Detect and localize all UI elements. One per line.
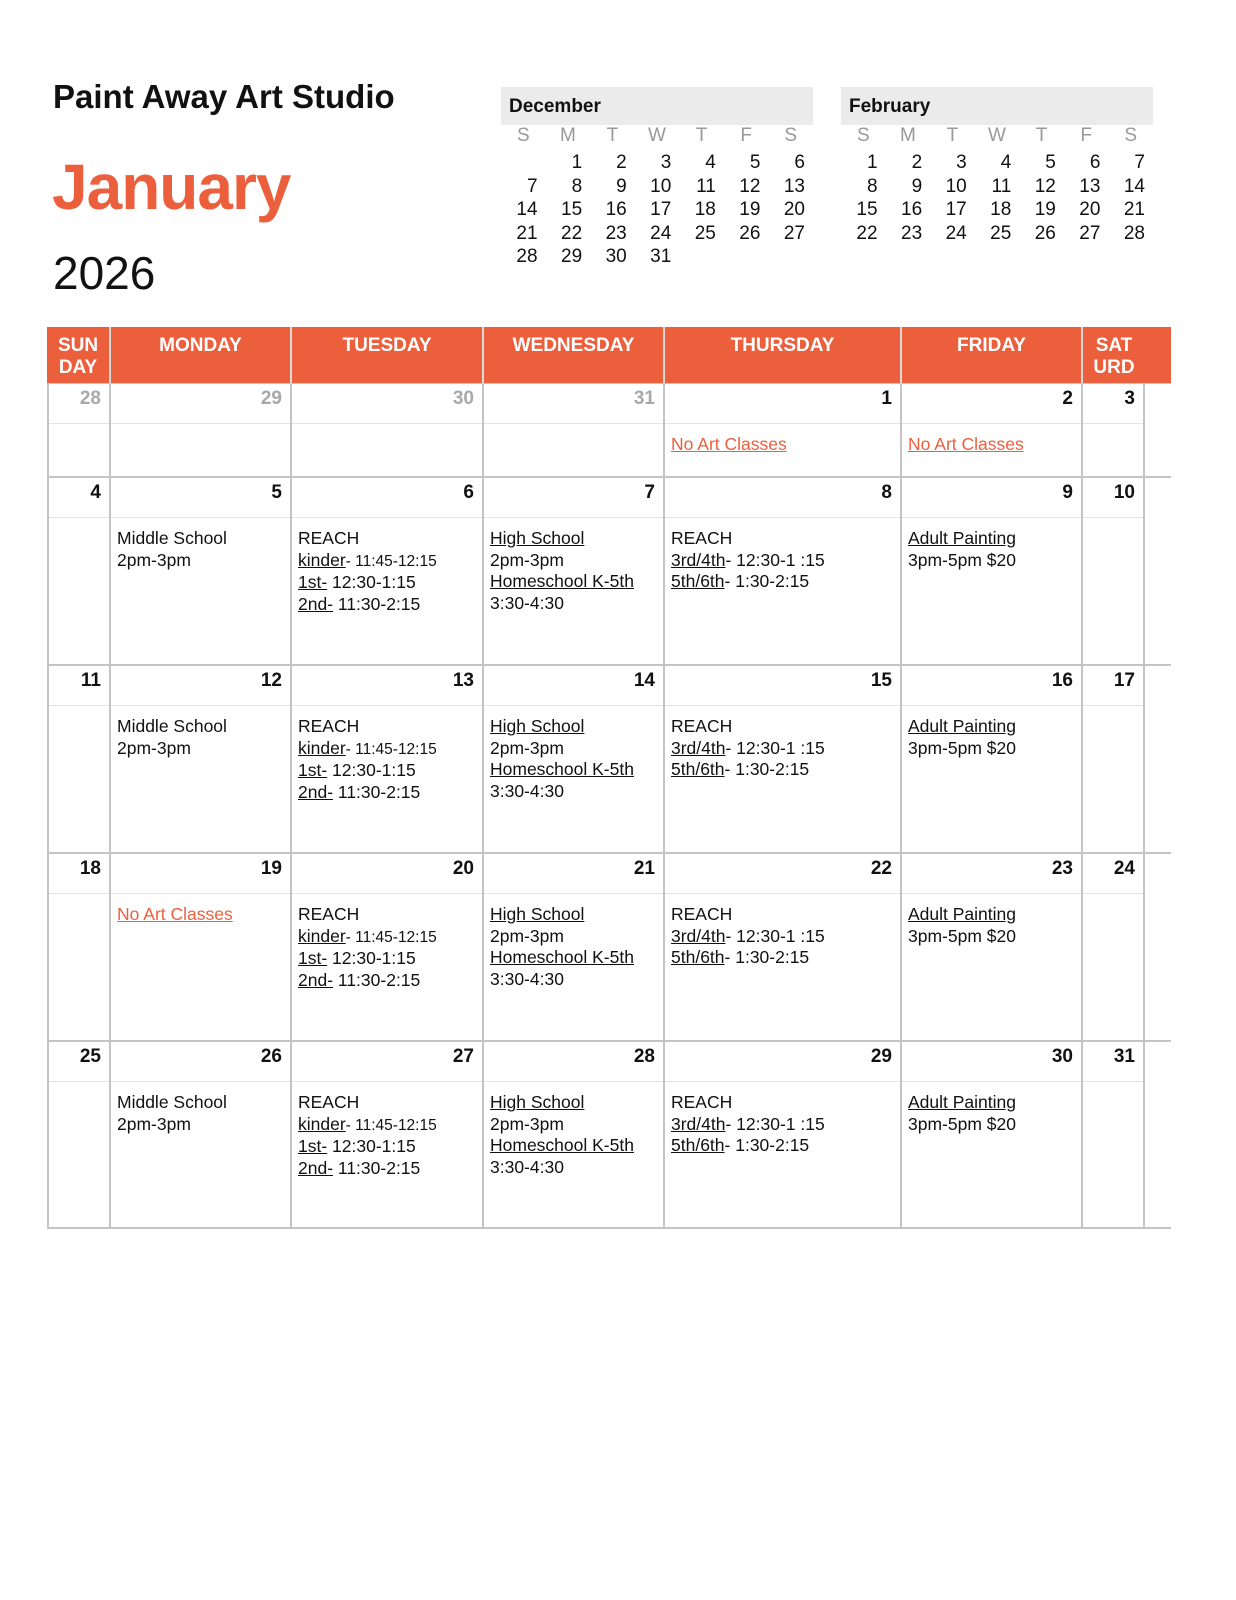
event-middle-school: [111, 518, 290, 571]
day-number: 26: [111, 1042, 290, 1082]
class-link[interactable]: Adult Painting: [908, 904, 1016, 924]
class-link[interactable]: High School: [490, 716, 585, 736]
day-number: 8: [665, 478, 900, 518]
mini-day: 2: [911, 152, 923, 173]
mini-weekday: T: [946, 125, 959, 146]
mini-day: 31: [650, 246, 672, 267]
day-cell[interactable]: [1083, 478, 1145, 664]
mini-calendar-december: [501, 87, 813, 269]
mini-weekday: W: [988, 125, 1006, 146]
mini-day: 4: [705, 152, 716, 173]
event-title: REACH: [671, 716, 733, 736]
mini-day: 3: [660, 152, 672, 173]
mini-day: 23: [605, 222, 627, 244]
mini-day: 30: [605, 246, 627, 267]
class-link[interactable]: kinder: [298, 549, 346, 570]
class-link[interactable]: 5th/6th: [671, 947, 725, 967]
class-time: 12:30-1:15: [327, 948, 416, 968]
mini-day: 18: [694, 199, 716, 220]
event-time: 2pm-3pm: [490, 1113, 564, 1134]
event-adult-painting: [902, 518, 1081, 571]
class-time: - 1:30-2:15: [724, 571, 810, 591]
day-cell[interactable]: [292, 666, 484, 852]
event-reach: [665, 706, 900, 781]
class-time: - 11:45-12:15: [345, 928, 437, 946]
event-time: 3:30-4:30: [490, 780, 564, 801]
event-title: REACH: [298, 528, 360, 548]
day-number: 14: [484, 666, 663, 706]
day-number: 29: [665, 1042, 900, 1082]
day-cell[interactable]: [902, 666, 1083, 852]
no-classes-link[interactable]: No Art Classes: [908, 434, 1024, 454]
event-high-school: [484, 518, 663, 614]
class-time: 12:30-1:15: [327, 760, 416, 780]
day-cell[interactable]: [665, 854, 902, 1040]
mini-day: 22: [856, 222, 878, 244]
day-number: 18: [49, 854, 109, 894]
mini-day: 7: [526, 175, 538, 197]
event-high-school: [484, 706, 663, 802]
event-title: REACH: [671, 1092, 733, 1112]
day-cell[interactable]: [484, 666, 665, 852]
day-cell[interactable]: [1083, 854, 1145, 1040]
day-number: 16: [902, 666, 1081, 706]
mini-day: 28: [1123, 222, 1145, 244]
mini-day: 3: [956, 152, 967, 173]
class-link[interactable]: 1st-: [298, 760, 328, 780]
event-high-school: [484, 1082, 663, 1178]
class-time: 11:30-2:15: [333, 593, 421, 614]
weekday-sunday: SUN DAY: [47, 327, 111, 383]
mini-day: 5: [749, 152, 761, 173]
day-number: 20: [292, 854, 482, 894]
mini-day: 20: [1079, 199, 1101, 220]
mini-weekday: M: [899, 125, 916, 146]
day-number: 21: [484, 854, 663, 894]
event-adult-painting: [902, 1082, 1081, 1135]
class-link[interactable]: High School: [490, 528, 585, 548]
event-reach: [665, 894, 900, 969]
studio-name: Paint Away Art Studio: [53, 78, 395, 115]
week-row: [47, 852, 1171, 1040]
day-number: 1: [665, 384, 900, 424]
class-link[interactable]: kinder: [298, 925, 346, 946]
class-link[interactable]: 1st-: [298, 572, 328, 592]
mini-weekday: S: [1124, 125, 1138, 146]
class-link[interactable]: 3rd/4th: [671, 737, 726, 758]
event-time: 2pm-3pm: [117, 1113, 191, 1134]
day-cell[interactable]: [292, 478, 484, 664]
mini-day: 25: [990, 222, 1012, 244]
class-time: - 12:30-1 :15: [725, 1113, 825, 1134]
class-link[interactable]: kinder: [298, 1113, 346, 1134]
mini-day: 1: [866, 152, 878, 173]
day-cell[interactable]: [484, 854, 665, 1040]
mini-weekday: W: [648, 125, 666, 146]
mini-day: 18: [990, 199, 1012, 220]
mini-weekday: S: [516, 125, 530, 146]
class-time: - 11:45-12:15: [345, 740, 437, 758]
day-number: 24: [1083, 854, 1143, 894]
day-number: 27: [292, 1042, 482, 1082]
event-high-school: [484, 894, 663, 990]
mini-day: 8: [571, 175, 583, 197]
day-cell[interactable]: [902, 478, 1083, 664]
day-cell[interactable]: [665, 1042, 902, 1227]
mini-day: 12: [1034, 175, 1056, 197]
day-number: 19: [111, 854, 290, 894]
day-cell[interactable]: [484, 1042, 665, 1227]
week-row: [47, 476, 1171, 664]
event-time: 2pm-3pm: [490, 925, 564, 946]
mini-day: 6: [794, 152, 805, 173]
class-link[interactable]: 5th/6th: [671, 571, 725, 591]
class-link[interactable]: Adult Painting: [908, 716, 1016, 736]
event-time: 3pm-5pm $20: [908, 549, 1016, 570]
mini-days-grid: [501, 151, 813, 269]
event-title: REACH: [298, 716, 360, 736]
day-cell[interactable]: [484, 478, 665, 664]
mini-day: 1: [571, 152, 583, 173]
event-time: 2pm-3pm: [490, 737, 564, 758]
event-time: 3pm-5pm $20: [908, 925, 1016, 946]
event-time: 2pm-3pm: [117, 737, 191, 758]
class-link[interactable]: Homeschool K-5th: [490, 1135, 634, 1155]
mini-day: 13: [1079, 175, 1101, 197]
class-link[interactable]: 2nd-: [298, 1157, 334, 1178]
day-cell[interactable]: [292, 384, 484, 476]
event-time: 3:30-4:30: [490, 1156, 564, 1177]
day-cell[interactable]: [902, 384, 1083, 476]
week-row: [47, 664, 1171, 852]
event-middle-school: [111, 706, 290, 759]
day-cell[interactable]: [665, 478, 902, 664]
day-cell[interactable]: [902, 1042, 1083, 1227]
mini-day: 16: [901, 199, 923, 220]
mini-day: [724, 245, 769, 269]
mini-day: 7: [1134, 152, 1145, 173]
day-cell[interactable]: [665, 384, 902, 476]
weekday-thursday: THURSDAY: [665, 327, 902, 383]
event-reach: [665, 1082, 900, 1157]
mini-weekday: F: [740, 125, 752, 146]
day-cell[interactable]: [484, 384, 665, 476]
event-time: 2pm-3pm: [117, 549, 191, 570]
event-adult-painting: [902, 894, 1081, 947]
mini-day: 9: [616, 175, 627, 197]
day-cell[interactable]: [47, 854, 111, 1040]
class-link[interactable]: Homeschool K-5th: [490, 947, 634, 967]
mini-day: 8: [866, 175, 878, 197]
mini-day: 12: [739, 175, 761, 197]
class-time: - 12:30-1 :15: [725, 549, 825, 570]
mini-weekday: S: [856, 125, 870, 146]
mini-day: 20: [783, 199, 805, 220]
weekday-saturday: SAT URD: [1093, 335, 1135, 378]
class-time: 11:30-2:15: [333, 1157, 421, 1178]
mini-weekday-row: [841, 125, 1153, 151]
class-link[interactable]: 3rd/4th: [671, 549, 726, 570]
day-number: 30: [292, 384, 482, 424]
day-cell[interactable]: [292, 854, 484, 1040]
day-cell[interactable]: [111, 854, 292, 1040]
mini-day: 17: [650, 199, 672, 220]
mini-day: 21: [1123, 199, 1145, 220]
mini-day: 24: [650, 222, 672, 244]
weekday-tuesday: TUESDAY: [292, 327, 484, 383]
day-number: 31: [1083, 1042, 1143, 1082]
day-number: 28: [484, 1042, 663, 1082]
mini-day: 27: [783, 222, 805, 244]
mini-day: 22: [561, 222, 583, 244]
day-cell[interactable]: [902, 854, 1083, 1040]
mini-day: 2: [616, 152, 627, 173]
mini-day: 19: [739, 199, 761, 220]
day-number: 30: [902, 1042, 1081, 1082]
class-link[interactable]: High School: [490, 904, 585, 924]
class-link[interactable]: kinder: [298, 737, 346, 758]
class-time: - 12:30-1 :15: [725, 737, 825, 758]
class-link[interactable]: 1st-: [298, 1136, 328, 1156]
class-link[interactable]: Homeschool K-5th: [490, 571, 634, 591]
class-link[interactable]: Adult Painting: [908, 528, 1016, 548]
no-classes-link[interactable]: No Art Classes: [671, 434, 787, 454]
mini-day: 25: [694, 222, 716, 244]
week-row: [47, 1040, 1171, 1229]
class-time: 12:30-1:15: [327, 572, 416, 592]
mini-day: 4: [1000, 152, 1012, 173]
day-cell[interactable]: [47, 384, 111, 476]
event-title: Middle School: [117, 716, 227, 736]
mini-day: 26: [1034, 222, 1056, 244]
day-cell[interactable]: [1083, 384, 1145, 476]
event-title: Middle School: [117, 528, 227, 548]
mini-day: 11: [696, 175, 716, 197]
mini-day: 17: [945, 199, 967, 220]
class-link[interactable]: Homeschool K-5th: [490, 759, 634, 779]
day-number: 10: [1083, 478, 1143, 518]
mini-weekday: T: [695, 125, 708, 146]
day-number: 22: [665, 854, 900, 894]
mini-day: [679, 245, 724, 269]
day-number: 11: [49, 666, 109, 706]
class-time: - 11:45-12:15: [345, 1116, 437, 1134]
class-link[interactable]: Adult Painting: [908, 1092, 1016, 1112]
day-cell[interactable]: [1083, 1042, 1145, 1227]
day-cell[interactable]: [665, 666, 902, 852]
mini-day: 29: [561, 246, 583, 267]
class-time: 11:30-2:15: [333, 969, 421, 990]
day-number: 15: [665, 666, 900, 706]
day-cell[interactable]: [111, 1042, 292, 1227]
month-calendar: [47, 327, 1171, 1229]
day-number: 2: [902, 384, 1081, 424]
week-row: [47, 384, 1171, 476]
day-number: 3: [1083, 384, 1143, 424]
day-number: 28: [49, 384, 109, 424]
event-reach: [292, 1082, 482, 1179]
mini-day: 10: [945, 175, 967, 197]
mini-day: 15: [561, 199, 583, 220]
mini-day: 6: [1089, 152, 1101, 173]
weekday-monday: MONDAY: [111, 327, 292, 383]
mini-day: 14: [1123, 175, 1145, 197]
class-link[interactable]: 1st-: [298, 948, 328, 968]
class-time: - 1:30-2:15: [724, 1135, 810, 1155]
event-time: 2pm-3pm: [490, 549, 564, 570]
class-link[interactable]: 5th/6th: [671, 1135, 725, 1155]
mini-day: 16: [605, 199, 627, 220]
mini-day: 21: [516, 222, 538, 244]
event-reach: [292, 518, 482, 615]
day-cell[interactable]: [111, 666, 292, 852]
mini-day: 13: [783, 175, 805, 197]
event-reach: [292, 894, 482, 991]
mini-weekday: T: [606, 125, 619, 146]
event-adult-painting: [902, 706, 1081, 759]
month-title: January: [52, 151, 291, 223]
class-link[interactable]: 2nd-: [298, 969, 334, 990]
day-number: 23: [902, 854, 1081, 894]
mini-day: 9: [911, 175, 923, 197]
mini-weekday: F: [1080, 125, 1092, 146]
mini-day: 11: [991, 175, 1012, 197]
mini-month-name: December: [501, 87, 813, 125]
weekday-friday: FRIDAY: [902, 327, 1083, 383]
event-title: Middle School: [117, 1092, 227, 1112]
class-time: - 1:30-2:15: [724, 759, 810, 779]
day-number: 4: [49, 478, 109, 518]
day-cell[interactable]: [47, 1042, 111, 1227]
weekday-wednesday: WEDNESDAY: [484, 327, 665, 383]
class-time: 11:30-2:15: [333, 781, 421, 802]
mini-days-grid: [841, 151, 1153, 245]
mini-day: 19: [1034, 199, 1056, 220]
day-cell[interactable]: [111, 384, 292, 476]
no-classes-link[interactable]: No Art Classes: [117, 904, 233, 924]
mini-day: 26: [739, 222, 761, 244]
mini-day: 5: [1045, 152, 1056, 173]
class-time: - 1:30-2:15: [724, 947, 810, 967]
day-number: 17: [1083, 666, 1143, 706]
day-number: 6: [292, 478, 482, 518]
event-reach: [292, 706, 482, 803]
day-cell[interactable]: [111, 478, 292, 664]
event-time: 3pm-5pm $20: [908, 737, 1016, 758]
class-link[interactable]: 2nd-: [298, 781, 334, 802]
class-link[interactable]: High School: [490, 1092, 585, 1112]
weekday-header: [47, 327, 1171, 384]
event-title: REACH: [671, 528, 733, 548]
event-title: REACH: [298, 904, 360, 924]
mini-calendar-february: [841, 87, 1153, 245]
event-time: 3:30-4:30: [490, 968, 564, 989]
day-cell[interactable]: [47, 666, 111, 852]
event-title: REACH: [671, 904, 733, 924]
mini-day: [501, 151, 546, 175]
event-middle-school: [111, 1082, 290, 1135]
day-cell[interactable]: [47, 478, 111, 664]
mini-weekday: M: [559, 125, 576, 146]
mini-day: 27: [1079, 222, 1101, 244]
day-cell[interactable]: [1083, 666, 1145, 852]
mini-day: 28: [516, 246, 538, 267]
mini-weekday: T: [1035, 125, 1048, 146]
day-number: 25: [49, 1042, 109, 1082]
day-number: 5: [111, 478, 290, 518]
day-number: 31: [484, 384, 663, 424]
mini-day: 23: [901, 222, 923, 244]
event-title: REACH: [298, 1092, 360, 1112]
class-time: - 12:30-1 :15: [725, 925, 825, 946]
mini-weekday: S: [784, 125, 798, 146]
event-time: 3pm-5pm $20: [908, 1113, 1016, 1134]
class-link[interactable]: 5th/6th: [671, 759, 725, 779]
day-number: 12: [111, 666, 290, 706]
mini-day: 15: [856, 199, 878, 220]
class-link[interactable]: 3rd/4th: [671, 925, 726, 946]
mini-day: 10: [650, 175, 672, 197]
year-label: 2026: [53, 247, 156, 299]
mini-day: 24: [945, 222, 967, 244]
day-number: 13: [292, 666, 482, 706]
mini-day: 14: [516, 199, 538, 220]
event-reach: [665, 518, 900, 593]
class-link[interactable]: 3rd/4th: [671, 1113, 726, 1134]
class-time: - 11:45-12:15: [345, 552, 437, 570]
day-number: 7: [484, 478, 663, 518]
event-time: 3:30-4:30: [490, 592, 564, 613]
mini-day: [768, 245, 813, 269]
mini-month-name: February: [841, 87, 1153, 125]
day-cell[interactable]: [292, 1042, 484, 1227]
mini-weekday-row: [501, 125, 813, 151]
class-time: 12:30-1:15: [327, 1136, 416, 1156]
day-number: 29: [111, 384, 290, 424]
day-number: 9: [902, 478, 1081, 518]
class-link[interactable]: 2nd-: [298, 593, 334, 614]
